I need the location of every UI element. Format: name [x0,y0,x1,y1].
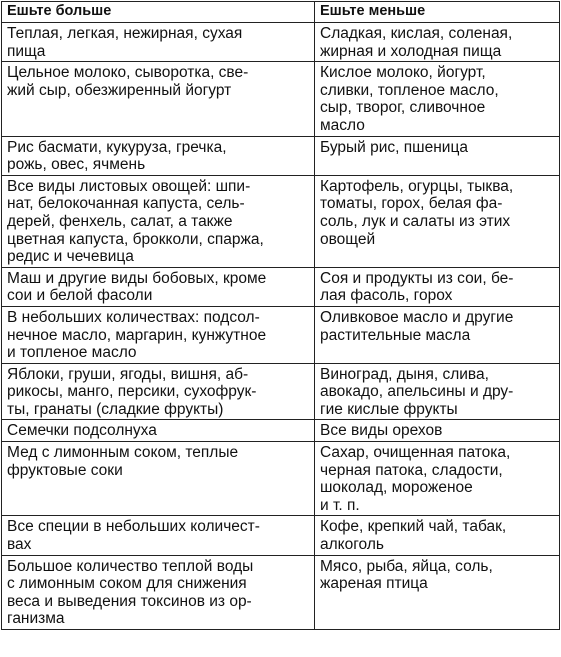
cell-text-line: Соя и продукты из сои, бе- [320,269,514,287]
eat-less-cell [315,420,560,442]
eat-more-cell [2,175,315,267]
eat-more-cell [2,62,315,136]
cell-text-line: дерей, фенхель, салат, а также [7,212,233,230]
table-row [2,136,560,175]
cell-text-line: лая фасоль, горох [320,287,453,305]
eat-less-cell [315,23,560,62]
eat-less-cell [315,363,560,420]
eat-more-cell [2,136,315,175]
cell-text-line: редис и чечевица [7,248,134,266]
eat-more-cell [2,516,315,555]
cell-text-line: нечное масло, маргарин, кунжутное [7,326,267,344]
eat-less-cell [315,555,560,629]
cell-text-line: томаты, горох, белая фа- [320,195,503,213]
table-header-row [2,2,560,23]
table-body [2,23,560,630]
table-row [2,267,560,306]
eat-more-header: Ешьте больше [2,2,315,23]
cell-text-line: вах [7,536,32,554]
eat-more-cell [2,442,315,516]
cell-text-line: Маш и другие виды бобовых, кроме [7,269,267,287]
cell-text-line: жирная и холодная пища [320,42,502,60]
cell-text-line: Бурый рис, пшеница [320,138,468,156]
cell-text-line: веса и выведения токсинов из ор- [7,592,252,610]
cell-text-line: жий сыр, обезжиренный йогурт [7,81,232,99]
cell-text-line: овощей [320,230,376,248]
cell-text-line: Все виды листовых овощей: шпи- [7,177,251,195]
cell-text-line: Виноград, дыня, слива, [320,365,489,383]
eat-less-cell [315,516,560,555]
eat-less-cell [315,306,560,363]
cell-text-line: алкоголь [320,536,384,554]
cell-text-line: с лимонным соком для снижения [7,575,247,593]
table-row [2,363,560,420]
table-row [2,175,560,267]
cell-text-line: рожь, овес, ячмень [7,156,146,174]
cell-text-line: фруктовые соки [7,461,123,479]
table-row [2,62,560,136]
eat-less-cell [315,136,560,175]
cell-text-line: Яблоки, груши, ягоды, вишня, аб- [7,365,249,383]
cell-text-line: Семечки подсолнуха [7,422,157,440]
eat-less-cell [315,175,560,267]
eat-less-header: Ешьте меньше [315,2,560,23]
table-row [2,555,560,629]
cell-text-line: пища [7,42,46,60]
cell-text-line: Все специи в небольших количест- [7,518,260,536]
eat-more-cell [2,420,315,442]
cell-text-line: В небольших количествах: подсол- [7,308,260,326]
cell-text-line: Теплая, легкая, нежирная, сухая [7,25,243,42]
table-row [2,516,560,555]
cell-text-line: Все виды орехов [320,422,443,440]
cell-text-line: гие кислые фрукты [320,400,458,418]
eat-less-cell [315,267,560,306]
cell-text-line: Кислое молоко, йогурт, [320,64,486,82]
cell-text-line: Кофе, крепкий чай, табак, [320,518,507,536]
eat-more-cell [2,555,315,629]
diet-table [1,1,560,630]
cell-text-line: рикосы, манго, персики, сухофрук- [7,383,257,401]
cell-text-line: цветная капуста, брокколи, спаржа, [7,230,264,248]
eat-more-cell [2,23,315,62]
cell-text-line: сливки, топленое масло, [320,81,499,99]
eat-more-cell [2,267,315,306]
cell-text-line: Рис басмати, кукуруза, гречка, [7,138,227,156]
table-row [2,442,560,516]
cell-text-line: жареная птица [320,575,428,593]
cell-text-line: Мясо, рыба, яйца, соль, [320,557,493,575]
cell-text-line: Картофель, огурцы, тыква, [320,177,514,195]
cell-text-line: черная патока, сладости, [320,461,503,479]
cell-text-line: масло [320,116,365,134]
cell-text-line: Сладкая, кислая, соленая, [320,25,513,42]
cell-text-line: и топленое масло [7,344,137,362]
table-row [2,306,560,363]
cell-text-line: Мед с лимонным соком, теплые [7,444,239,462]
eat-more-cell [2,363,315,420]
cell-text-line: растительные масла [320,326,471,344]
table-row [2,420,560,442]
cell-text-line: сыр, творог, сливочное [320,99,486,117]
cell-text-line: Цельное молоко, сыворотка, све- [7,64,249,82]
cell-text-line: ганизма [7,610,65,628]
cell-text-line: Сахар, очищенная патока, [320,444,511,462]
cell-text-line: соль, лук и салаты из этих [320,212,511,230]
eat-less-cell [315,62,560,136]
cell-text-line: нат, белокочанная капуста, сель- [7,195,245,213]
cell-text-line: Большое количество теплой воды [7,557,254,575]
table-row [2,23,560,62]
cell-text-line: Оливковое масло и другие [320,308,514,326]
cell-text-line: сои и белой фасоли [7,287,153,305]
cell-text-line: ты, гранаты (сладкие фрукты) [7,400,224,418]
cell-text-line: шоколад, мороженое [320,479,473,497]
cell-text-line: авокадо, апельсины и дру- [320,383,514,401]
cell-text-line: и т. п. [320,496,360,514]
eat-less-cell [315,442,560,516]
eat-more-cell [2,306,315,363]
